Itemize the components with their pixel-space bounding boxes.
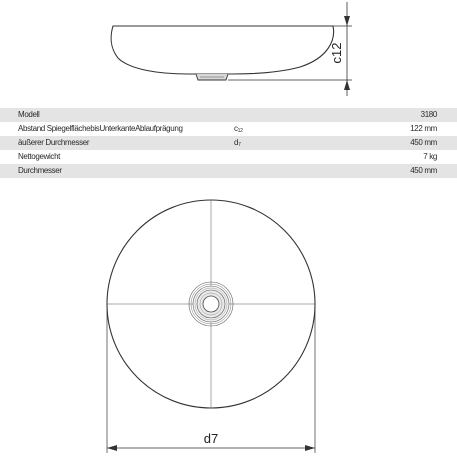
- basin-side-outline: [111, 26, 333, 74]
- arrow-top: [344, 16, 350, 26]
- spec-value: 122 mm: [410, 124, 437, 133]
- spec-value: 7 kg: [423, 152, 437, 161]
- spec-value: 450 mm: [410, 138, 437, 147]
- spec-table: [0, 108, 457, 178]
- dim-label-d7: d7: [203, 431, 219, 446]
- arrow-left: [107, 445, 117, 451]
- spec-row-net-weight: [0, 150, 457, 164]
- spec-label: Modell: [18, 110, 40, 119]
- arrow-right: [305, 445, 315, 451]
- basin-top-view: [0, 195, 457, 457]
- dim-label-c12: c12: [329, 42, 344, 64]
- spec-row-outer-diameter: [0, 136, 457, 150]
- spec-label: Durchmesser: [18, 166, 62, 175]
- drain-top-view: [189, 282, 233, 326]
- spec-label: Nettogewicht: [18, 152, 61, 161]
- spec-row-model: [0, 108, 457, 122]
- spec-label: Abstand SpiegelflächebisUnterkanteAblaufprägung: [18, 124, 183, 133]
- spec-row-diameter: [0, 164, 457, 178]
- spec-label: äußerer Durchmesser: [18, 138, 90, 147]
- spec-value: 450 mm: [410, 166, 437, 175]
- spec-symbol: $c_{12}$: [234, 124, 243, 134]
- spec-value: 3180: [420, 110, 437, 119]
- spec-row-distance: [0, 122, 457, 136]
- spec-symbol: $d_7$: [234, 138, 241, 148]
- basin-side-view: [0, 0, 457, 100]
- arrow-bottom: [344, 80, 350, 90]
